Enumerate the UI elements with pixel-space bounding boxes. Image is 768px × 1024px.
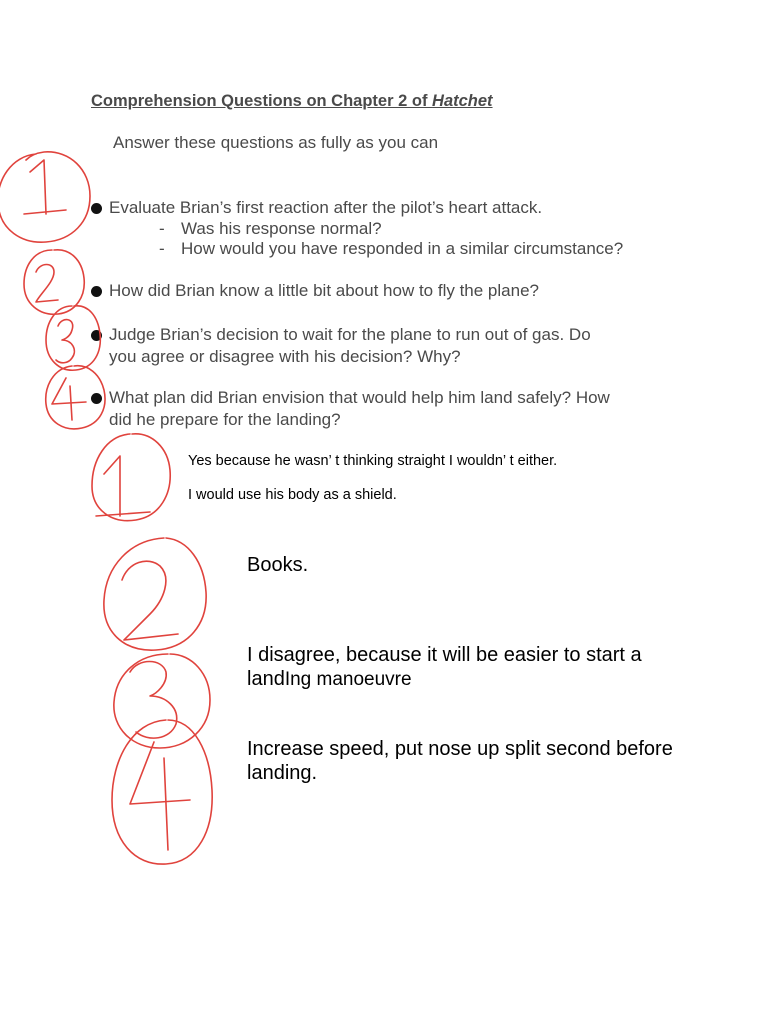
question-text-cont: you agree or disagree with his decision? Why? [109,347,461,366]
answer-3-word-end: Ing manoeuvre [284,669,412,690]
question-text: How did Brian know a little bit about how to fly the plane? [109,281,539,300]
question-3 [91,324,691,368]
question-text-cont: did he prepare for the landing? [109,410,341,429]
subquestion-text: Was his response normal? [181,219,382,238]
question-1 [91,197,691,219]
answer-3-line-1: I disagree, because it will be easier to start a [247,644,642,666]
ink-circle-3-answer [114,654,210,748]
instructions: Answer these questions as fully as you can [113,133,439,152]
question-text: What plan did Brian envision that would help him land safely? How [109,388,610,407]
title-prefix: Comprehension Questions on Chapter 2 of [91,92,433,110]
ink-circle-2-top [24,250,84,314]
answer-4-line-2: landing. [247,762,318,784]
question-text: Evaluate Brian’s first reaction after the pilot’s heart attack. [109,198,543,217]
answer-3-line-2 [247,667,412,692]
worksheet-title [91,92,493,111]
book-title: Hatchet [432,92,493,110]
question-4 [91,387,691,431]
subquestion-text: How would you have responded in a similar circumstance? [181,239,624,258]
ink-circle-4-answer [112,720,212,864]
question-text: Judge Brian’s decision to wait for the plane to run out of gas. Do [109,325,591,344]
ink-circle-1-answer [92,434,170,521]
subquestion-2: - How would you have responded in a similar circumstance? [159,239,624,258]
answer-3-word-start: land [247,668,285,690]
answer-2: Books. [247,554,309,576]
answer-1-line-1: Yes because he wasn’ t thinking straight I wouldn’ t either. [188,453,558,469]
answer-1-line-2: I would use his body as a shield. [188,487,397,503]
bullet-icon [91,203,102,214]
bullet-icon [91,393,102,404]
subquestion-1: - Was his response normal? [159,219,382,238]
question-2 [91,280,691,302]
ink-circle-1-top [0,152,90,242]
answer-4-line-1: Increase speed, put nose up split second before [247,738,673,760]
bullet-icon [91,330,102,341]
bullet-icon [91,286,102,297]
ink-circle-2-answer [104,538,206,650]
